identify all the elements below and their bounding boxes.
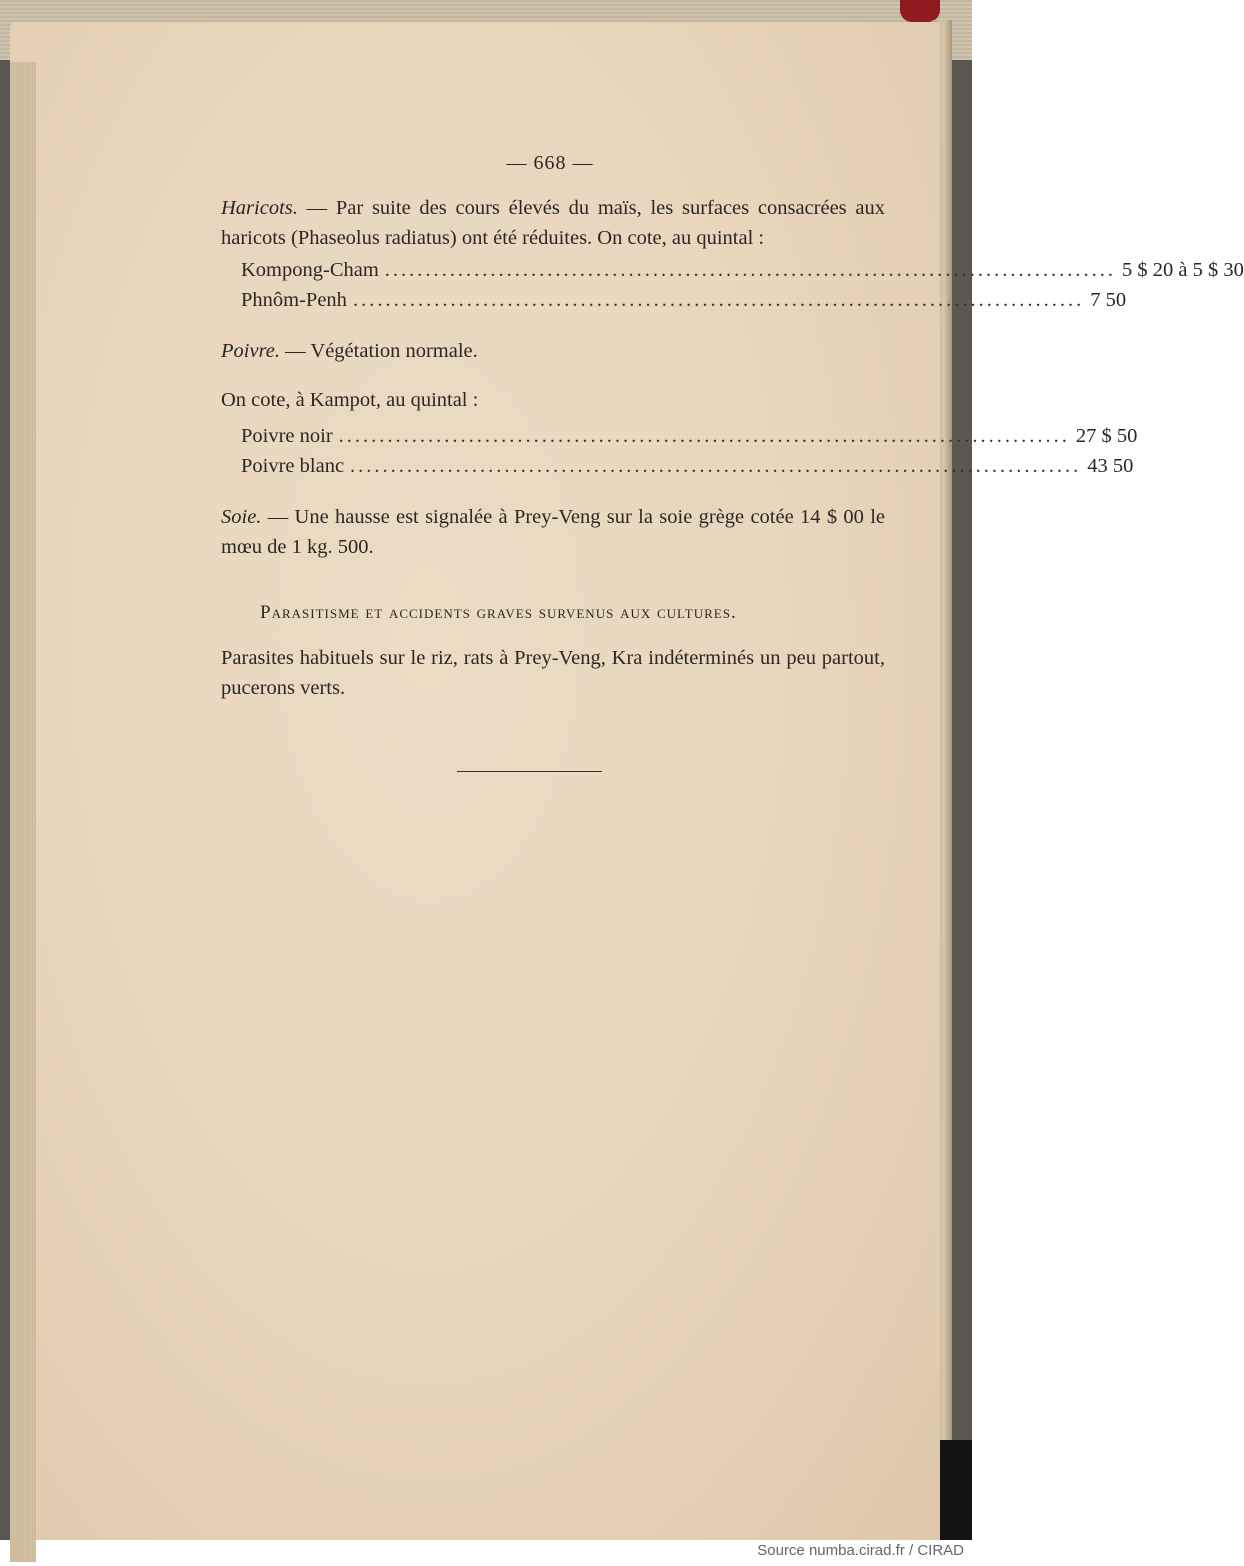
haricots-paragraph	[200, 193, 885, 253]
row-price: 27 $ 50	[1075, 425, 1138, 447]
haricots-text: — Par suite des cours élevés du maïs, les surfaces consacrées aux haricots (Phaseolus radiatus) ont été réduites. On cote, au quintal :	[221, 197, 885, 249]
parasitisme-paragraph: Parasites habituels sur le riz, rats à Prey-Veng, Kra indéterminés un peu partout, pucerons verts.	[221, 647, 885, 699]
row-price: 5 $ 20 à 5 $ 30	[1122, 259, 1244, 281]
poivre-text: — Végétation normale.	[280, 340, 478, 362]
soie-text: — Une hausse est signalée à Prey-Veng sur la soie grège cotée 14 $ 00 le mœu de 1 kg. 500.	[221, 506, 885, 558]
paper-left-edge	[10, 62, 36, 1562]
source-credit: Source numba.cirad.fr / CIRAD	[757, 1542, 964, 1559]
row-name: Phnôm-Penh	[241, 289, 347, 311]
poivre-paragraph	[200, 336, 885, 366]
haricots-lead: Haricots.	[221, 197, 298, 219]
leader-dots: ..........................................................................................	[350, 455, 1082, 477]
leader-dots: ..........................................................................................	[384, 259, 1117, 281]
leader-dots: ..........................................................................................	[338, 425, 1070, 447]
price-row-phnom-penh	[241, 285, 1127, 315]
section-heading: Parasitisme et accidents graves survenus aux cultures.	[260, 602, 737, 623]
soie-paragraph	[200, 502, 885, 562]
row-name: Kompong-Cham	[241, 259, 379, 281]
section-divider	[457, 771, 602, 772]
row-price: 43 50	[1087, 455, 1134, 477]
row-price: 7 50	[1090, 289, 1127, 311]
page-number: — 668 —	[506, 152, 594, 174]
poivre-intro: On cote, à Kampot, au quintal :	[221, 389, 479, 411]
price-row-kompong-cham	[241, 255, 1244, 285]
leader-dots: ..........................................................................................	[352, 289, 1085, 311]
soie-lead: Soie.	[221, 506, 262, 528]
row-name: Poivre noir	[241, 425, 333, 447]
row-name: Poivre blanc	[241, 455, 345, 477]
price-row-poivre-noir	[241, 421, 1138, 451]
price-row-poivre-blanc	[241, 451, 1134, 481]
red-ribbon-mark	[900, 0, 940, 22]
poivre-lead: Poivre.	[221, 340, 281, 362]
